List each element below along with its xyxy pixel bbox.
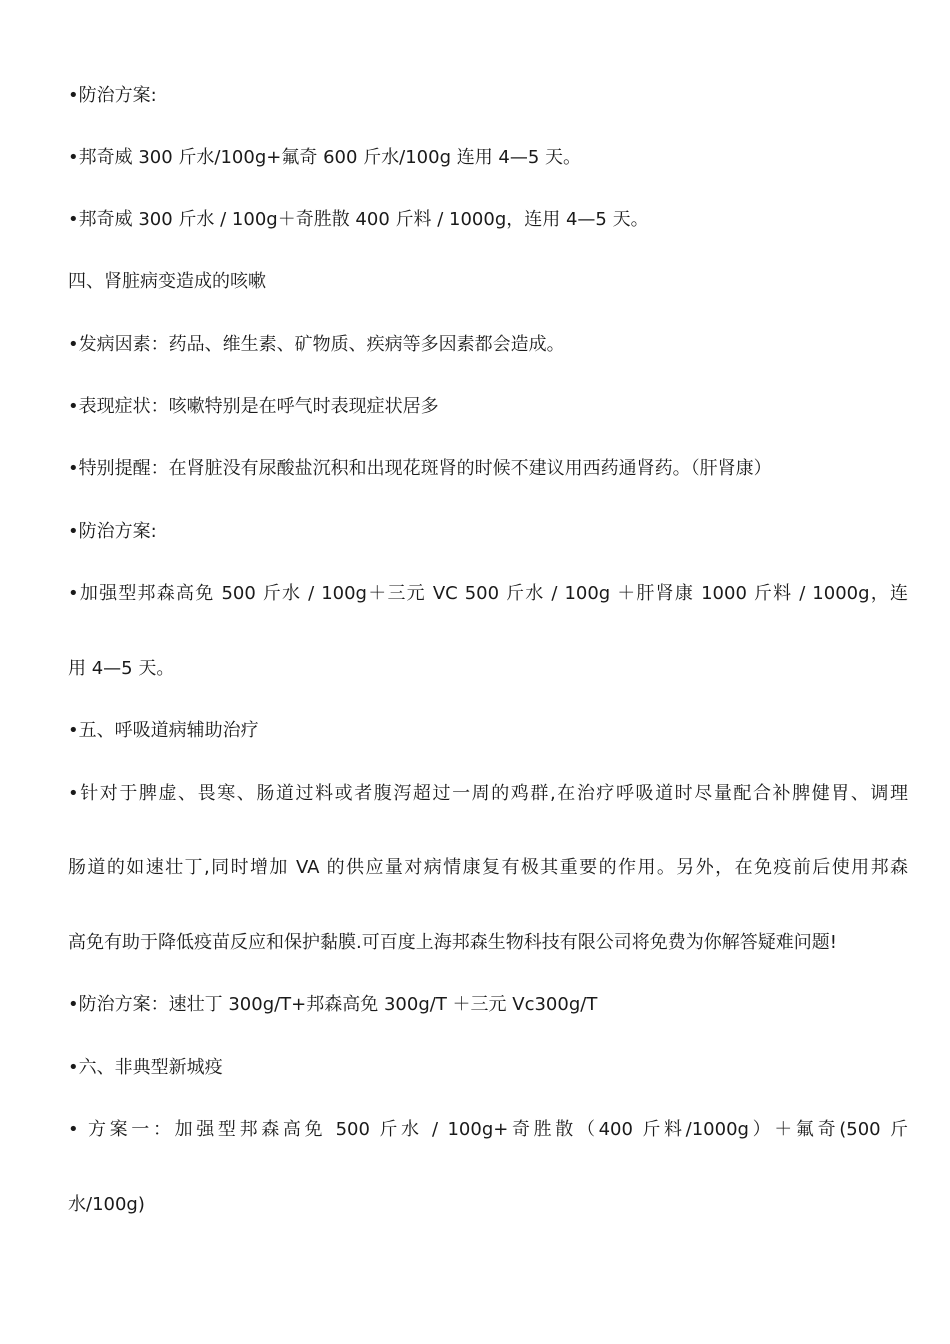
text-line: • 方案一：加强型邦森高免 500 斤水 / 100g+奇胜散（400 斤料/1000g）＋氟奇(500 斤 bbox=[68, 1119, 908, 1140]
section-heading: •五、呼吸道病辅助治疗 bbox=[68, 720, 259, 741]
text-line: •邦奇威 300 斤水/100g+氟奇 600 斤水/100g 连用 4—5 天。 bbox=[68, 147, 582, 168]
text-line: •加强型邦森高免 500 斤水 / 100g＋三元 VC 500 斤水 / 100g ＋肝肾康 1000 斤料 / 1000g，连 bbox=[68, 583, 908, 604]
text-line: 用 4—5 天。 bbox=[68, 658, 175, 679]
text-line: •特别提醒：在肾脏没有尿酸盐沉积和出现花斑肾的时候不建议用西药通肾药。（肝肾康） bbox=[68, 458, 772, 479]
text-line: 水/100g) bbox=[68, 1194, 145, 1215]
text-line: •防治方案: bbox=[68, 85, 157, 106]
text-line: •针对于脾虚、畏寒、肠道过料或者腹泻超过一周的鸡群,在治疗呼吸道时尽量配合补脾健胃、调理 bbox=[68, 783, 908, 804]
text-line: 肠道的如速壮丁,同时增加 VA 的供应量对病情康复有极其重要的作用。另外，在免疫前后使用邦森 bbox=[68, 857, 908, 878]
text-line: •防治方案: bbox=[68, 521, 157, 542]
text-line: 高免有助于降低疫苗反应和保护黏膜.可百度上海邦森生物科技有限公司将免费为你解答疑难问题! bbox=[68, 932, 837, 953]
section-heading: 四、肾脏病变造成的咳嗽 bbox=[68, 271, 266, 292]
text-line: •防治方案：速壮丁 300g/T+邦森高免 300g/T ＋三元 Vc300g/T bbox=[68, 994, 598, 1015]
text-line: •发病因素：药品、维生素、矿物质、疾病等多因素都会造成。 bbox=[68, 334, 565, 355]
section-heading: •六、非典型新城疫 bbox=[68, 1057, 223, 1078]
text-line: •表现症状：咳嗽特别是在呼气时表现症状居多 bbox=[68, 396, 439, 417]
text-line: •邦奇威 300 斤水 / 100g＋奇胜散 400 斤料 / 1000g，连用 4—5 天。 bbox=[68, 209, 649, 230]
